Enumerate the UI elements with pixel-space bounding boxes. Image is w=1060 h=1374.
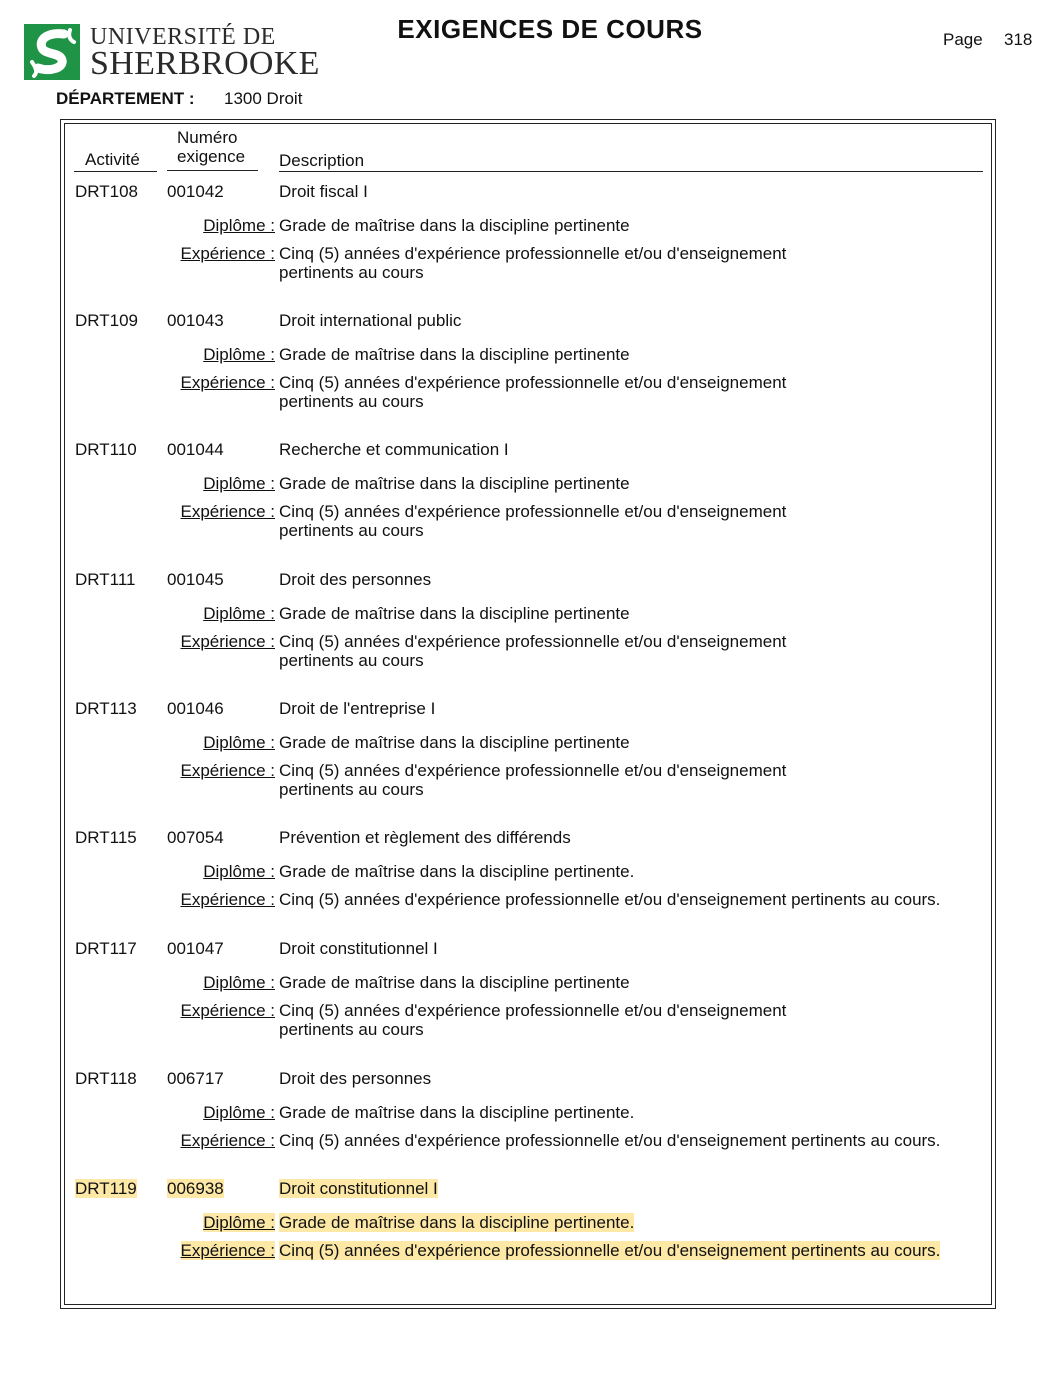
experience-label: Expérience : — [180, 502, 275, 521]
column-header-activite: Activité — [85, 150, 140, 169]
course-title: Recherche et communication I — [279, 440, 509, 459]
requirement-number: 001043 — [167, 311, 224, 330]
requirement-number: 001047 — [167, 939, 224, 958]
course-code: DRT118 — [75, 1069, 137, 1088]
experience-text: Cinq (5) années d'expérience professionnelle et/ou d'enseignement pertinents au cours. — [279, 1131, 941, 1150]
diploma-label: Diplôme : — [203, 474, 275, 493]
logo-text-line2: SHERBROOKE — [90, 45, 320, 82]
logo-mark-icon — [24, 24, 80, 80]
experience-label: Expérience : — [180, 1241, 275, 1260]
course-code: DRT113 — [75, 699, 137, 718]
column-header-numero-line2: exigence — [177, 147, 246, 166]
experience-text: Cinq (5) années d'expérience professionnelle et/ou d'enseignement pertinents au cours — [279, 502, 787, 540]
experience-text: Cinq (5) années d'expérience professionnelle et/ou d'enseignement pertinents au cours — [279, 244, 787, 282]
course-title: Prévention et règlement des différends — [279, 828, 571, 847]
course-title: Droit constitutionnel I — [279, 939, 438, 958]
diploma-label: Diplôme : — [203, 604, 275, 623]
requirement-number: 001042 — [167, 182, 224, 201]
course-code: DRT111 — [75, 570, 136, 589]
requirement-number: 001046 — [167, 699, 224, 718]
department-value: 1300 Droit — [224, 89, 303, 108]
experience-text: Cinq (5) années d'expérience professionnelle et/ou d'enseignement pertinents au cours — [279, 373, 787, 411]
requirement-number: 006938 — [167, 1179, 224, 1198]
experience-text: Cinq (5) années d'expérience professionnelle et/ou d'enseignement pertinents au cours — [279, 632, 787, 670]
diploma-text: Grade de maîtrise dans la discipline pertinente. — [279, 1213, 635, 1232]
experience-label: Expérience : — [180, 1001, 275, 1020]
page-label: Page — [943, 30, 983, 49]
experience-label: Expérience : — [180, 244, 275, 263]
course-title: Droit fiscal I — [279, 182, 368, 201]
course-title: Droit des personnes — [279, 1069, 432, 1088]
diploma-text: Grade de maîtrise dans la discipline pertinente. — [279, 862, 635, 881]
university-logo — [24, 24, 344, 84]
diploma-label: Diplôme : — [203, 1213, 275, 1232]
department-label: DÉPARTEMENT : — [56, 89, 195, 108]
diploma-text: Grade de maîtrise dans la discipline pertinente — [279, 604, 630, 623]
course-code: DRT115 — [75, 828, 137, 847]
course-title: Droit constitutionnel I — [279, 1179, 438, 1198]
header-divider — [74, 171, 157, 172]
diploma-text: Grade de maîtrise dans la discipline pertinente — [279, 973, 630, 992]
course-code: DRT108 — [75, 182, 138, 201]
experience-label: Expérience : — [180, 1131, 275, 1150]
experience-label: Expérience : — [180, 373, 275, 392]
diploma-label: Diplôme : — [203, 216, 275, 235]
diploma-label: Diplôme : — [203, 345, 275, 364]
requirement-number: 007054 — [167, 828, 224, 847]
logo-text-line1: UNIVERSITÉ DE — [90, 24, 276, 50]
diploma-text: Grade de maîtrise dans la discipline pertinente — [279, 216, 630, 235]
experience-label: Expérience : — [180, 632, 275, 651]
page-number: 318 — [1004, 30, 1033, 49]
diploma-label: Diplôme : — [203, 973, 275, 992]
column-header-numero — [177, 128, 245, 166]
course-title: Droit international public — [279, 311, 462, 330]
course-title: Droit de l'entreprise I — [279, 699, 436, 718]
diploma-text: Grade de maîtrise dans la discipline pertinente — [279, 474, 630, 493]
diploma-text: Grade de maîtrise dans la discipline pertinente — [279, 733, 630, 752]
header-divider — [279, 171, 983, 172]
experience-text: Cinq (5) années d'expérience professionnelle et/ou d'enseignement pertinents au cours — [279, 1001, 787, 1039]
requirement-number: 001045 — [167, 570, 224, 589]
diploma-text: Grade de maîtrise dans la discipline pertinente. — [279, 1103, 635, 1122]
experience-text: Cinq (5) années d'expérience professionnelle et/ou d'enseignement pertinents au cours. — [279, 1241, 941, 1260]
course-code: DRT109 — [75, 311, 138, 330]
diploma-label: Diplôme : — [203, 1103, 275, 1122]
experience-label: Expérience : — [180, 890, 275, 909]
course-code: DRT110 — [75, 440, 137, 459]
course-code: DRT119 — [75, 1179, 137, 1198]
document-title: EXIGENCES DE COURS — [397, 14, 703, 44]
requirement-number: 006717 — [167, 1069, 224, 1088]
experience-label: Expérience : — [180, 761, 275, 780]
experience-text: Cinq (5) années d'expérience professionnelle et/ou d'enseignement pertinents au cours — [279, 761, 787, 799]
requirement-number: 001044 — [167, 440, 224, 459]
column-header-numero-line1: Numéro — [177, 128, 238, 147]
experience-text: Cinq (5) années d'expérience professionnelle et/ou d'enseignement pertinents au cours. — [279, 890, 941, 909]
diploma-label: Diplôme : — [203, 733, 275, 752]
header-divider — [167, 170, 258, 171]
column-header-description: Description — [279, 151, 365, 170]
course-title: Droit des personnes — [279, 570, 432, 589]
diploma-label: Diplôme : — [203, 862, 275, 881]
course-code: DRT117 — [75, 939, 137, 958]
diploma-text: Grade de maîtrise dans la discipline pertinente — [279, 345, 630, 364]
